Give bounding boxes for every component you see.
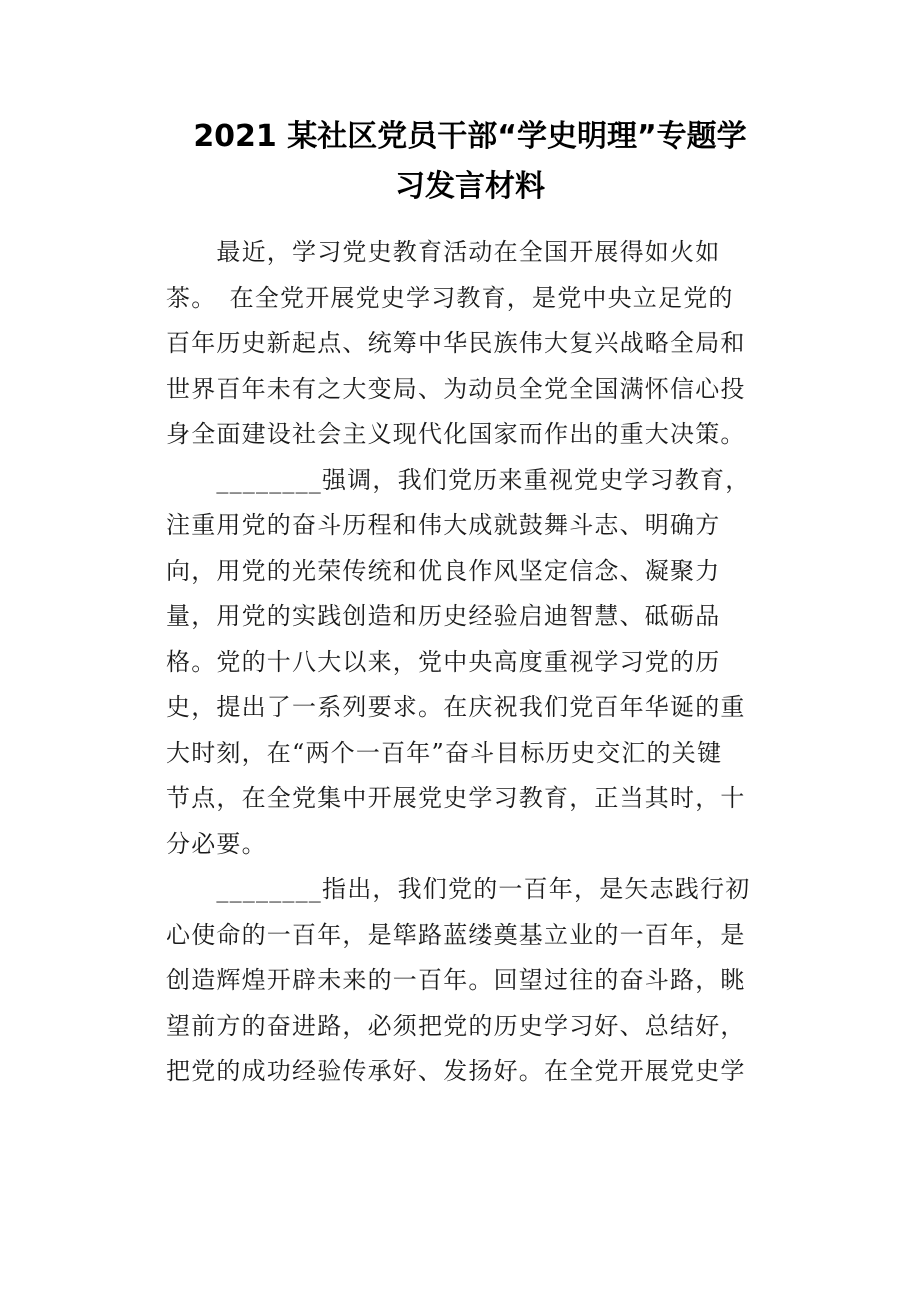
paragraph-2	[166, 458, 751, 868]
text-line: 大时刻，在“两个一百年”奋斗目标历史交汇的关键	[166, 738, 723, 767]
title-line-2: 习发言材料	[395, 169, 545, 204]
text-line: ________强调，我们党历来重视党史学习教育，	[166, 465, 751, 494]
text-line: 分必要。	[166, 829, 267, 858]
text-line: 世界百年未有之大变局、为动员全党全国满怀信心投	[166, 374, 746, 403]
text-line: 史，提出了一系列要求。在庆祝我们党百年华诞的重	[166, 693, 746, 721]
text-line: 注重用党的奋斗历程和伟大成就鼓舞斗志、明确方	[166, 511, 721, 539]
text-line: 量，用党的实践创造和历史经验启迪智慧、砥砺品	[166, 602, 721, 630]
paragraph-3	[166, 867, 751, 1095]
document-body	[166, 230, 751, 1095]
text-line: 节点，在全党集中开展党史学习教育，正当其时，十	[166, 784, 746, 812]
page-title	[120, 112, 820, 212]
text-line: 把党的成功经验传承好、发扬好。在全党开展党史学	[166, 1057, 746, 1085]
text-line: 身全面建设社会主义现代化国家而作出的重大决策。	[166, 420, 746, 448]
text-line: 茶。 在全党开展党史学习教育，是党中央立足党的	[166, 283, 734, 312]
text-line: 创造辉煌开辟未来的一百年。回望过往的奋斗路，眺	[166, 966, 746, 994]
title-line-1: 2021 某社区党员干部“学史明理”专题学	[193, 119, 747, 154]
text-line: 望前方的奋进路，必须把党的历史学习好、总结好，	[166, 1011, 746, 1040]
text-line: 百年历史新起点、统筹中华民族伟大复兴战略全局和	[166, 329, 746, 357]
text-line: 格。党的十八大以来，党中央高度重视学习党的历	[166, 647, 721, 676]
text-line: 心使命的一百年，是筚路蓝缕奠基立业的一百年，是	[166, 920, 746, 949]
paragraph-1	[166, 230, 746, 458]
text-line: 向，用党的光荣传统和优良作风坚定信念、凝聚力	[166, 556, 721, 585]
text-line: ________指出，我们党的一百年，是矢志践行初	[166, 875, 751, 903]
text-line: 最近，学习党史教育活动在全国开展得如火如	[166, 238, 721, 266]
